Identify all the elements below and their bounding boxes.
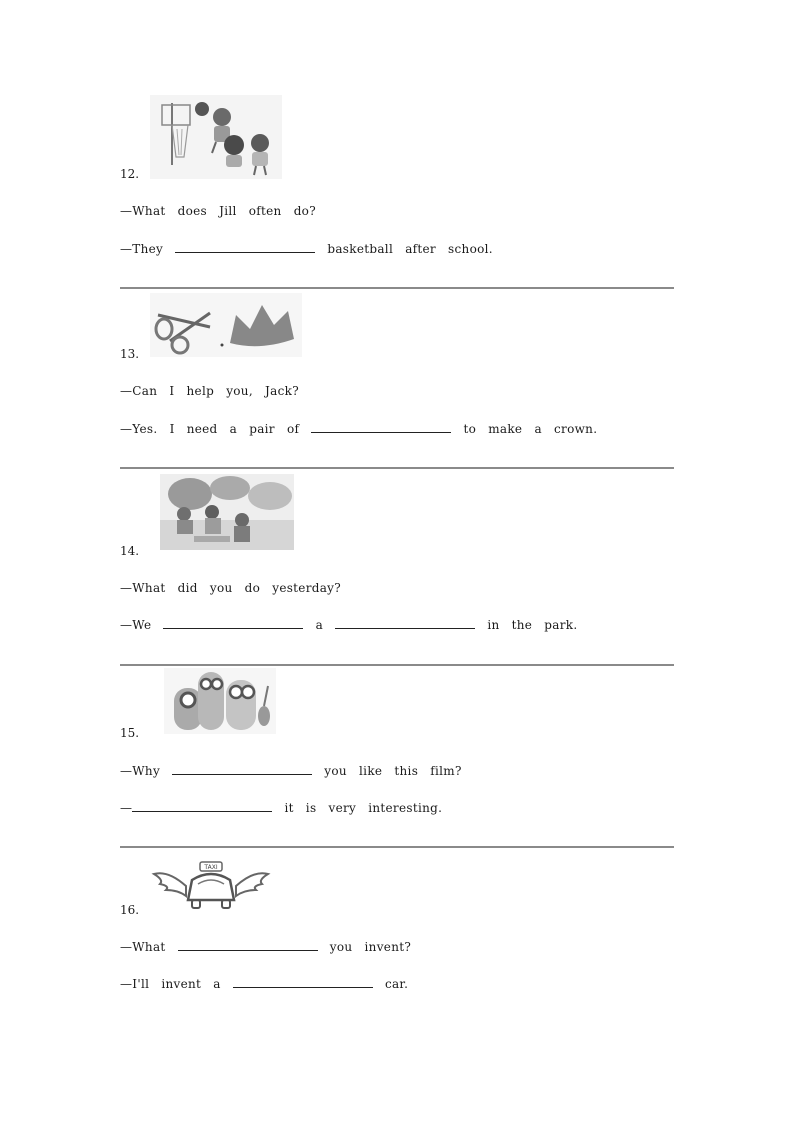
question-number: 15. — [120, 726, 140, 740]
answer-line: —I'll invent a car. — [120, 977, 409, 991]
answer-line: —They basketball after school. — [120, 242, 493, 256]
park-picnic-image — [160, 474, 294, 550]
question-line: —Why you like this film? — [120, 764, 462, 778]
answer-blank[interactable] — [163, 617, 303, 629]
divider — [120, 846, 674, 848]
divider — [120, 287, 674, 289]
question-line: —What you invent? — [120, 940, 412, 954]
answer-blank[interactable] — [178, 939, 318, 951]
flying-taxi-image — [150, 856, 272, 914]
answer-blank[interactable] — [233, 976, 373, 988]
question-12 — [120, 95, 674, 265]
divider — [120, 664, 674, 666]
taxi-sign-text: TAXI — [204, 864, 218, 871]
answer-blank[interactable] — [132, 800, 272, 812]
question-line: —What does Jill often do? — [120, 204, 316, 218]
question-line: —What did you do yesterday? — [120, 581, 341, 595]
question-number: 12. — [120, 167, 140, 181]
answer-blank[interactable] — [335, 617, 475, 629]
question-13 — [120, 293, 674, 463]
answer-blank[interactable] — [172, 763, 312, 775]
question-14 — [120, 474, 674, 644]
question-16 — [120, 852, 674, 1022]
answer-line: —We a in the park. — [120, 618, 578, 632]
answer-line: —Yes. I need a pair of to make a crown. — [120, 422, 598, 436]
answer-blank[interactable] — [175, 241, 315, 253]
question-15 — [120, 668, 674, 838]
answer-blank[interactable] — [311, 421, 451, 433]
divider — [120, 467, 674, 469]
question-number: 14. — [120, 544, 140, 558]
minions-image — [164, 668, 276, 734]
scissors-crown-image — [150, 293, 302, 357]
question-line: —Can I help you, Jack? — [120, 384, 299, 398]
answer-line: — it is very interesting. — [120, 801, 443, 815]
basketball-children-image — [150, 95, 282, 179]
question-number: 16. — [120, 903, 140, 917]
question-number: 13. — [120, 347, 140, 361]
